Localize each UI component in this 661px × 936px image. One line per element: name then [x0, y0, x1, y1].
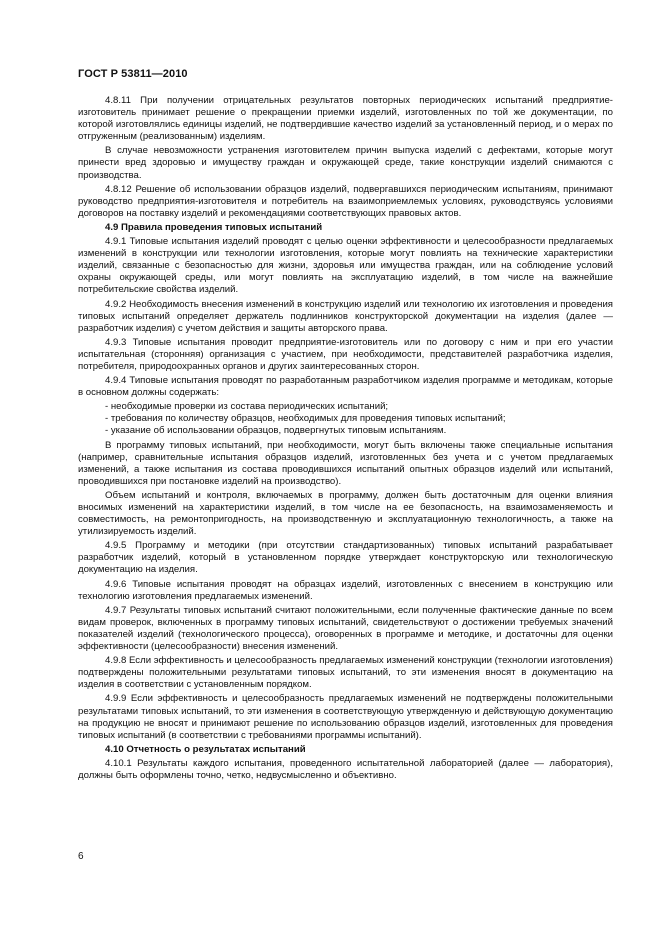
paragraph-4-9-3: 4.9.3 Типовые испытания проводит предприятие-изготовитель или по договору с ним и при его участии испытательная (сторонняя) организация с участием, при необходимости, представителей разработчика изделия, потребителя, природоохранных органов и других заинтересованных сторон. [78, 336, 613, 372]
paragraph-4-8-11: 4.8.11 При получении отрицательных результатов повторных периодических испытаний предприятие-изготовитель принимает решение о прекращении приемки изделий, изготовленных по той же документации, по которой изготовлялись единицы изделий, не подтвердившие качество изделий за установленный период, и о мерах по отгруженным (реализованным) изделиям. [78, 95, 613, 143]
paragraph-4-9-4: 4.9.4 Типовые испытания проводят по разработанным разработчиком изделия программе и методикам, которые в основном должны содержать: [78, 375, 613, 399]
page-number: 6 [78, 851, 84, 862]
list-item: - требования по количеству образцов, необходимых для проведения типовых испытаний; [105, 413, 506, 425]
paragraph-4-8-12: 4.8.12 Решение об использовании образцов изделий, подвергавшихся периодическим испытаниям, принимают руководство предприятия-изготовителя и потребитель на взаимоприемлемых условиях, руководствуясь условиями договоров на поставку изделий и рекомендациями соответствующих правовых актов. [78, 183, 613, 219]
document-header: ГОСТ Р 53811—2010 [78, 68, 188, 80]
paragraph-defects: В случае невозможности устранения изготовителем причин выпуска изделий с дефектами, которые могут принести вред здоровью и имуществу граждан и окружающей среде, такие конструкции изделий снимаются с производства. [78, 145, 613, 181]
list-item: - необходимые проверки из состава периодических испытаний; [105, 401, 389, 413]
paragraph-4-9-5: 4.9.5 Программу и методики (при отсутствии стандартизованных) типовых испытаний разрабатывает разработчик изделий, который в установленном порядке утверждает конструкторскую или технологическую документацию на изделия. [78, 540, 613, 576]
paragraph-special-tests: В программу типовых испытаний, при необходимости, могут быть включены также специальные испытания (например, сравнительные испытания образцов изделий, изготовленных без учета и с учетом предлагаемых изменений, а также испытания из состава проводившихся испытаний опытных образцов изделий или испытаний, проводившихся при постановке изделий на производство). [78, 439, 613, 487]
paragraph-4-9-6: 4.9.6 Типовые испытания проводят на образцах изделий, изготовленных с внесением в конструкцию или технологию изготовления предлагаемых изменений. [78, 578, 613, 602]
document-body [78, 95, 613, 784]
paragraph-4-9-8: 4.9.8 Если эффективность и целесообразность предлагаемых изменений конструкции (технологии изготовления) подтверждены положительными результатами типовых испытаний, то эти изменения вносят в документацию на изделия в соответствии с установленным порядком. [78, 655, 613, 691]
paragraph-4-9-2: 4.9.2 Необходимость внесения изменений в конструкцию изделий или технологию их изготовления и проведения типовых испытаний определяет держатель подлинников конструкторской документации на изделия (далее — разработчик изделия) с учетом действия и защиты авторского права. [78, 298, 613, 334]
paragraph-4-9-1: 4.9.1 Типовые испытания изделий проводят с целью оценки эффективности и целесообразности предлагаемых изменений в конструкции или технологии изготовления, которые могут повлиять на технические характеристики изделий, связанные с безопасностью для жизни, здоровья или имущества граждан, или на соблюдение условий охраны окружающей среды, или могут повлиять на эксплуатацию изделий, в том числе на важнейшие потребительские свойства изделий. [78, 236, 613, 296]
paragraph-4-10-1: 4.10.1 Результаты каждого испытания, проведенного испытательной лабораторией (далее — лаборатория), должны быть оформлены точно, четко, недвусмысленно и объективно. [78, 757, 613, 781]
section-heading-4-10: 4.10 Отчетность о результатах испытаний [105, 743, 306, 755]
paragraph-4-9-7: 4.9.7 Результаты типовых испытаний считают положительными, если полученные фактические данные по всем видам проверок, включенных в программу типовых испытаний, свидетельствуют о достижении требуемых значений показателей изделий (технологического процесса), оговоренных в программе и методике, и достаточны для оценки эффективности (целесообразности) внесения изменений. [78, 604, 613, 653]
section-heading-4-9: 4.9 Правила проведения типовых испытаний [105, 221, 323, 233]
paragraph-4-9-9: 4.9.9 Если эффективность и целесообразность предлагаемых изменений не подтверждены положительными результатами типовых испытаний, то эти изменения в соответствующую утвержденную и действующую документацию на продукцию не вносят и принимают решение по использованию образцов изделий, изготовленных для проведения типовых испытаний (в соответствии с требованиями программы испытаний). [78, 693, 613, 741]
paragraph-scope: Объем испытаний и контроля, включаемых в программу, должен быть достаточным для оценки влияния вносимых изменений на характеристики изделий, в том числе на ее безопасность, на взаимозаменяемость и совместимость, на ремонтопригодность, на производственную и эксплуатационную технологичность, а также на утилизируемость изделий. [78, 489, 613, 538]
list-item: - указание об использовании образцов, подвергнутых типовым испытаниям. [105, 425, 447, 437]
